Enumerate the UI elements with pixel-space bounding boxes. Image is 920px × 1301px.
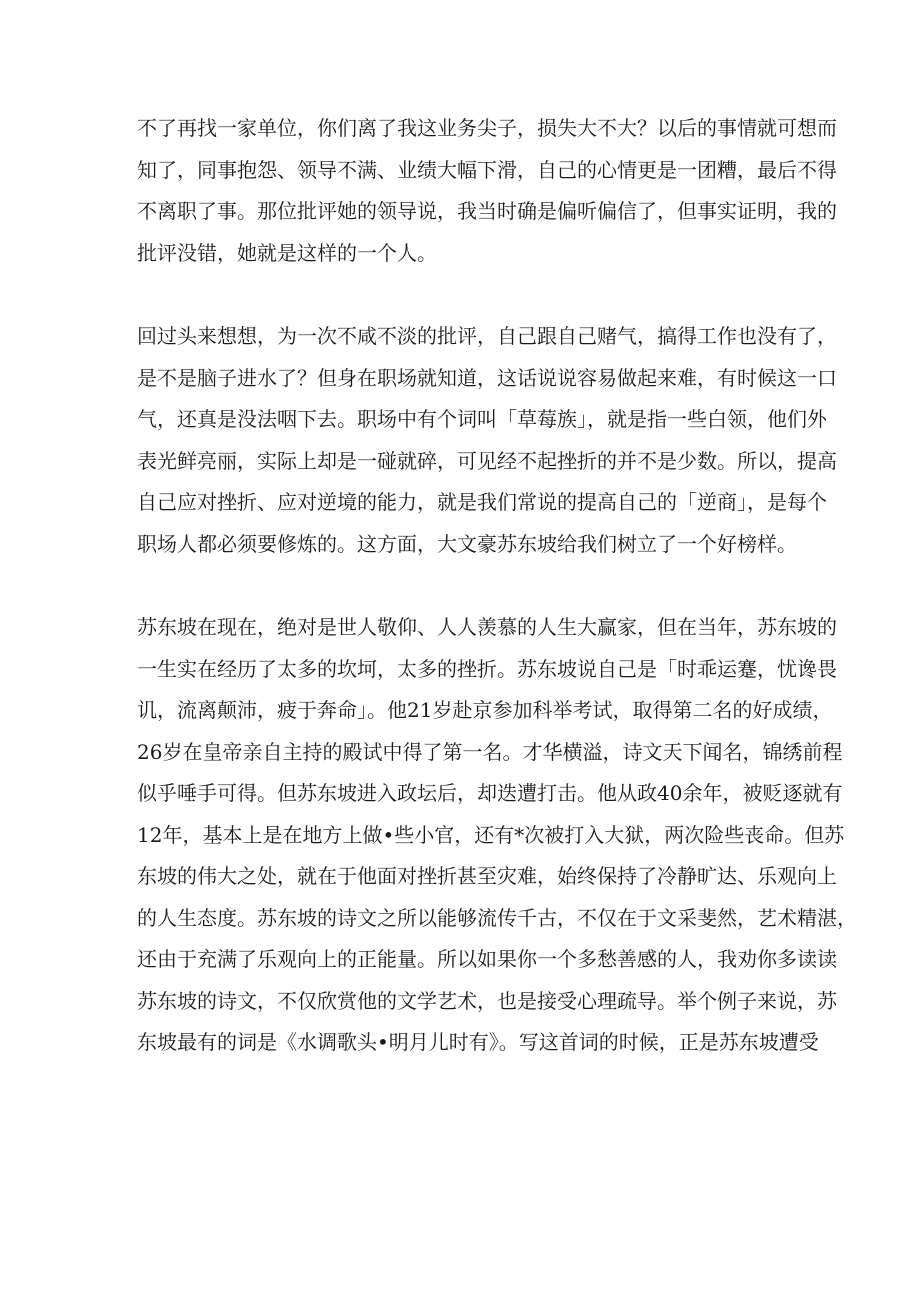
text-line: 表光鲜亮丽，实际上却是一碰就碎，可见经不起挫折的并不是少数。所以，提高 — [137, 448, 837, 473]
text-line: 东坡最有的词是《水调歌头•明月儿时有》。写这首词的时候，正是苏东坡遭受 — [137, 1030, 819, 1054]
text-line: 知了，同事抱怨、领导不满、业绩大幅下滑，自己的心情更是一团糟，最后不得 — [137, 157, 837, 182]
text-line: 讥，流离颠沛，疲于奔命」。他21岁赴京参加科举考试，取得第二名的好成绩， — [137, 698, 833, 722]
text-line: 一生实在经历了太多的坎坷，太多的挫折。苏东坡说自己是「时乖运蹇，忧谗畏 — [137, 656, 837, 681]
text-line: 自己应对挫折、应对逆境的能力，就是我们常说的提高自己的「逆商」，是每个 — [137, 490, 827, 514]
text-line: 不了再找一家单位，你们离了我这业务尖子，损失大不大？以后的事情就可想而 — [137, 116, 837, 140]
text-line: 12年，基本上是在地方上做•些小官，还有*次被打入大狱，两次险些丧命。但苏 — [137, 822, 845, 847]
text-line: 是不是脑子进水了？但身在职场就知道，这话说说容易做起来难，有时候这一口 — [137, 365, 837, 390]
text-line: 职场人都必须要修炼的。这方面，大文豪苏东坡给我们树立了一个好榜样。 — [137, 531, 797, 556]
text-line: 的人生态度。苏东坡的诗文之所以能够流传千古，不仅在于文采斐然，艺术精湛， — [137, 905, 857, 930]
text-line: 回过头来想想，为一次不咸不淡的批评，自己跟自己赌气，搞得工作也没有了， — [137, 324, 837, 348]
paragraph-1 — [137, 108, 837, 274]
paragraph-2 — [137, 316, 837, 565]
paragraph-3 — [137, 607, 857, 1064]
text-line: 不离职了事。那位批评她的领导说，我当时确是偏听偏信了，但事实证明，我的 — [137, 199, 837, 223]
text-line: 批评没错，她就是这样的一个人。 — [137, 240, 437, 265]
text-line: 气，还真是没法咽下去。职场中有个词叫「草莓族」，就是指一些白领，他们外 — [137, 407, 827, 431]
text-line: 似乎唾手可得。但苏东坡进入政坛后，却迭遭打击。他从政40余年，被贬逐就有 — [137, 781, 843, 805]
text-line: 苏东坡在现在，绝对是世人敬仰、人人羡慕的人生大赢家，但在当年，苏东坡的 — [137, 615, 837, 639]
text-line: 还由于充满了乐观向上的正能量。所以如果你一个多愁善感的人，我劝你多读读 — [137, 947, 837, 971]
text-line: 26岁在皇帝亲自主持的殿试中得了第一名。才华横溢，诗文天下闻名，锦绣前程 — [137, 739, 843, 764]
body-text — [137, 108, 857, 1106]
text-line: 苏东坡的诗文，不仅欣赏他的文学艺术，也是接受心理疏导。举个例子来说，苏 — [137, 988, 837, 1013]
text-line: 东坡的伟大之处，就在于他面对挫折甚至灾难，始终保持了冷静旷达、乐观向上 — [137, 864, 837, 888]
